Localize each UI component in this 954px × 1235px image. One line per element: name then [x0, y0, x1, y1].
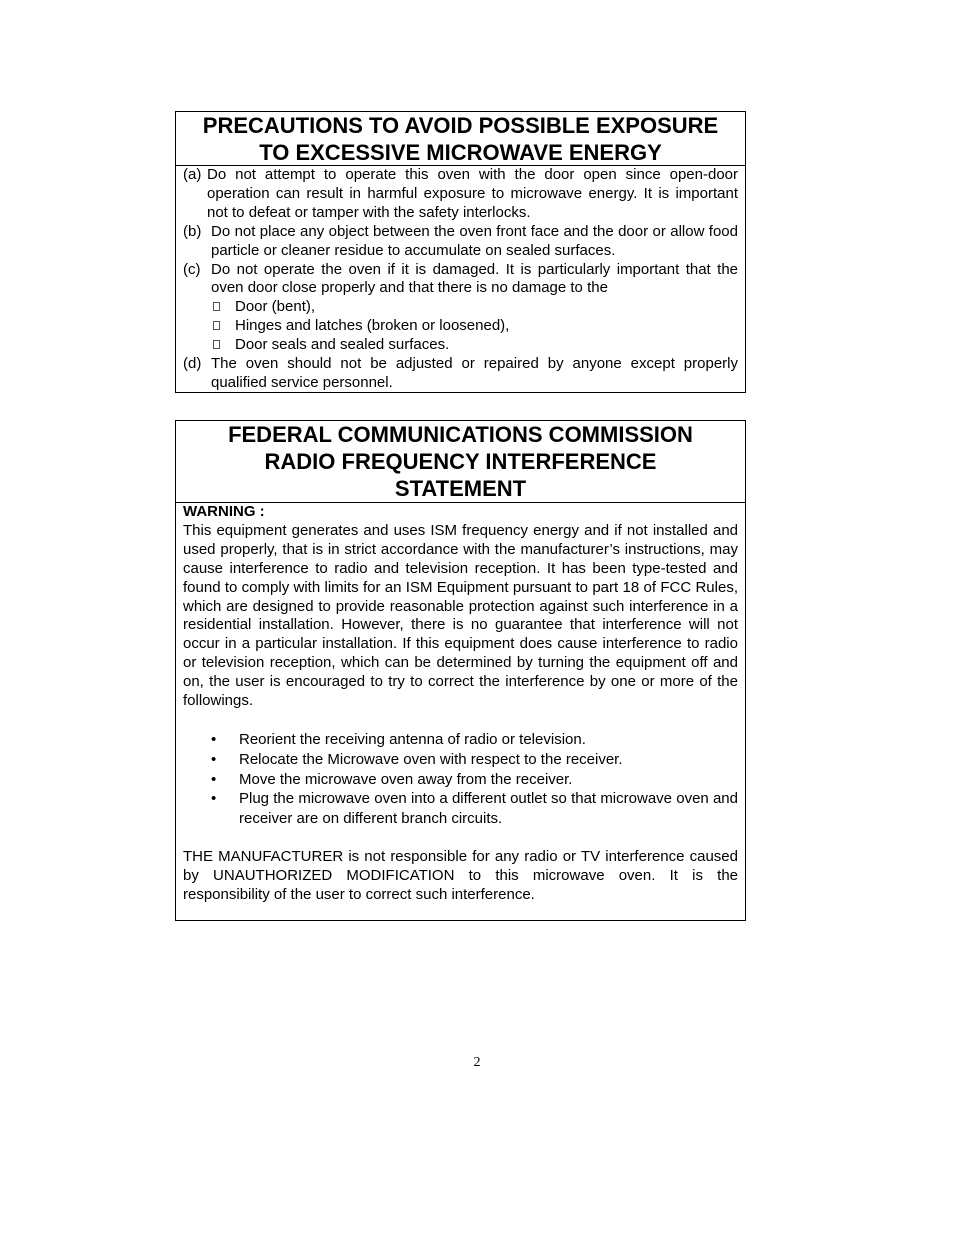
- damage-list: [211, 298, 738, 355]
- fcc-body: [176, 503, 745, 905]
- precaution-text: Do not place any object between the oven front face and the door or allow food particle or cleaner residue to accumulate on sealed surfaces.: [211, 222, 738, 259]
- precaution-item-c: [183, 261, 738, 356]
- damage-list-item: [211, 298, 738, 317]
- damage-list-item: [211, 336, 738, 355]
- remedy-text: Plug the microwave oven into a different outlet so that microwave oven and receiver are on different branch circuits.: [239, 790, 738, 828]
- precaution-item-b: [183, 223, 738, 261]
- fcc-title: [176, 421, 745, 503]
- precautions-title: [176, 112, 745, 166]
- checkbox-glyph-icon: [211, 298, 235, 317]
- precaution-label: (b): [183, 222, 202, 240]
- checkbox-glyph-icon: [211, 336, 235, 355]
- precaution-text-block: [211, 261, 738, 356]
- precautions-box: [175, 111, 746, 393]
- remedy-list-item: [183, 750, 738, 770]
- precaution-label: (d): [183, 355, 202, 373]
- warning-label: WARNING :: [183, 503, 265, 520]
- checkbox-glyph-icon: [211, 317, 235, 336]
- damage-item-text: Door seals and sealed surfaces.: [235, 336, 450, 354]
- page-number: 2: [473, 1055, 481, 1070]
- precaution-item-a: [183, 166, 738, 223]
- bullet-icon: •: [211, 770, 217, 788]
- bullet-icon: •: [211, 790, 217, 808]
- precautions-title-line-2: TO EXCESSIVE MICROWAVE ENERGY: [259, 140, 662, 165]
- precaution-text: The oven should not be adjusted or repaired by anyone except properly qualified service personnel.: [211, 355, 738, 391]
- damage-item-text: Hinges and latches (broken or loosened),: [235, 317, 510, 335]
- precaution-label: (a): [183, 166, 202, 183]
- precaution-label: (c): [183, 260, 201, 278]
- remedy-text: Reorient the receiving antenna of radio or television.: [239, 730, 586, 748]
- damage-list-item: [211, 317, 738, 336]
- remedy-text: Move the microwave oven away from the receiver.: [239, 770, 573, 788]
- precautions-body: [176, 166, 745, 393]
- remedy-list-item: [183, 730, 738, 750]
- remedy-list: [183, 730, 738, 829]
- remedy-list-item: [183, 770, 738, 790]
- bullet-icon: •: [211, 750, 217, 768]
- precautions-title-line-1: PRECAUTIONS TO AVOID POSSIBLE EXPOSURE: [202, 113, 719, 138]
- bullet-icon: •: [211, 730, 217, 748]
- fcc-title-line-1: FEDERAL COMMUNICATIONS COMMISSION: [228, 422, 693, 447]
- precaution-text: Do not operate the oven if it is damaged. It is particularly important that the oven door close properly and that there is no damage to the: [211, 260, 738, 297]
- remedy-list-item: [183, 789, 738, 829]
- fcc-paragraph: This equipment generates and uses ISM frequency energy and if not installed and used properly, that is in strict accordance with the manufacturer’s instructions, may cause interference to radio and television reception. It has been type-tested and found to comply with limits for an ISM Equipment pursuant to part 18 of FCC Rules, which are designed to provide reasonable protection against such interference in a residential installation. However, there is no guarantee that interference will not occur in a particular installation. If this equipment does cause interference to radio or television reception, which can be determined by turning the equipment off and on, the user is encouraged to try to correct the interference by one or more of the followings.: [183, 521, 738, 710]
- fcc-title-line-2: RADIO FREQUENCY INTERFERENCE: [264, 449, 657, 474]
- precaution-text: Do not attempt to operate this oven with the door open since open-door operation can result in harmful exposure to microwave energy. It is important not to defeat or tamper with the safety interlocks.: [207, 166, 738, 221]
- fcc-title-line-3: STATEMENT: [394, 476, 527, 501]
- precaution-item-d: [183, 355, 738, 393]
- manufacturer-disclaimer: THE MANUFACTURER is not responsible for any radio or TV interference caused by UNAUTHORIZED MODIFICATION to this microwave oven. It is the responsibility of the user to correct such interference.: [183, 847, 738, 903]
- damage-item-text: Door (bent),: [235, 298, 316, 316]
- fcc-statement-box: [175, 420, 746, 921]
- remedy-text: Relocate the Microwave oven with respect to the receiver.: [239, 750, 623, 768]
